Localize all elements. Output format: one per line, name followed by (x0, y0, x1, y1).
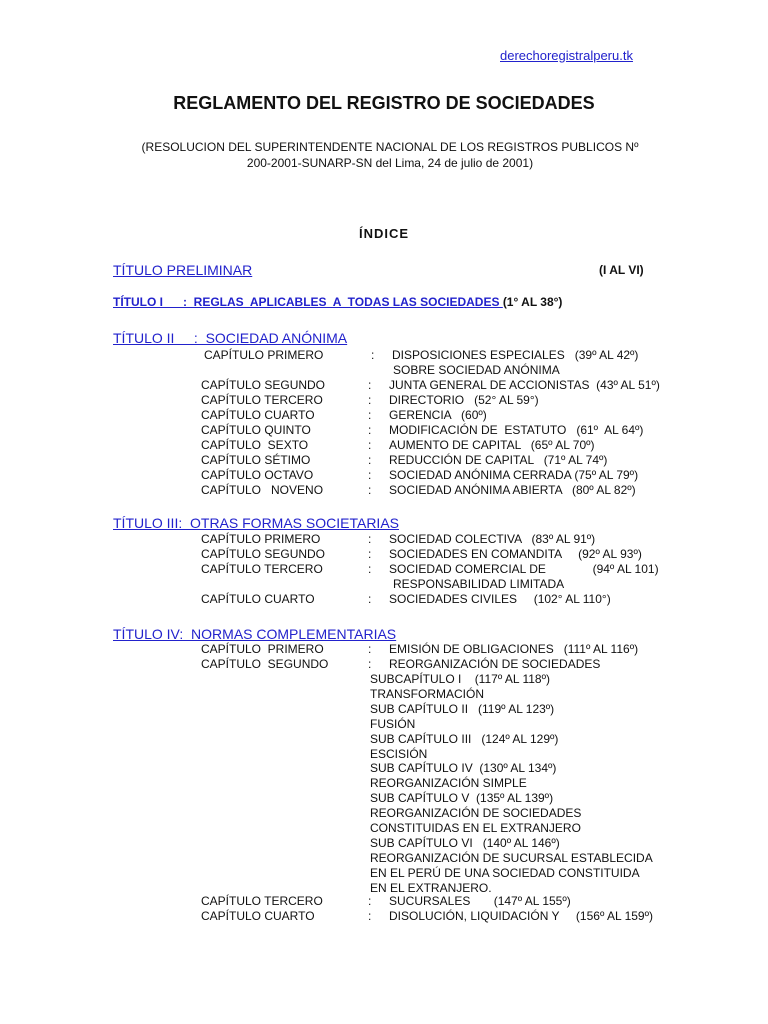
subchapter-line: SUB CAPÍTULO III (124º AL 129º) (370, 731, 559, 746)
chapter-description: AUMENTO DE CAPITAL (65º AL 70º) (389, 438, 595, 452)
chapter-label: CAPÍTULO PRIMERO (201, 642, 324, 656)
chapter-description: SOCIEDADES CIVILES (102° AL 110°) (389, 592, 611, 606)
index-heading: ÍNDICE (358, 226, 410, 241)
chapter-description: SOCIEDAD ANÓNIMA CERRADA (75º AL 79º) (389, 468, 639, 482)
chapter-description: SUCURSALES (147º AL 155º) (389, 894, 571, 908)
chapter-separator: : (368, 894, 372, 908)
chapter-label: CAPÍTULO NOVENO (201, 483, 324, 497)
chapter-description: SOCIEDAD COMERCIAL DE (94º AL 101) (389, 562, 659, 576)
subtitle-line-2: 200-2001-SUNARP-SN del Lima, 24 de julio de 2001) (246, 156, 534, 170)
chapter-label: CAPÍTULO OCTAVO (201, 468, 314, 482)
titulo-4-link[interactable]: TÍTULO IV: NORMAS COMPLEMENTARIAS (113, 626, 397, 642)
chapter-separator: : (368, 378, 372, 392)
chapter-separator: : (368, 483, 372, 497)
subchapter-line: SUB CAPÍTULO VI (140º AL 146º) (370, 835, 560, 850)
chapter-separator: : (368, 657, 372, 671)
subchapter-line: SUB CAPÍTULO II (119º AL 123º) (370, 701, 555, 716)
chapter-description: SOBRE SOCIEDAD ANÓNIMA (393, 363, 560, 377)
chapter-separator: : (368, 642, 372, 656)
chapter-description: SOCIEDAD ANÓNIMA ABIERTA (80º AL 82º) (389, 483, 636, 497)
chapter-label: CAPÍTULO QUINTO (201, 423, 311, 437)
chapter-description: MODIFICACIÓN DE ESTATUTO (61º AL 64º) (389, 423, 644, 437)
document-subtitle (90, 139, 690, 171)
subchapter-line: SUB CAPÍTULO IV (130º AL 134º) (370, 761, 557, 776)
chapter-separator: : (368, 393, 372, 407)
titulo-preliminar-link[interactable]: TÍTULO PRELIMINAR (113, 262, 253, 278)
document-title: REGLAMENTO DEL REGISTRO DE SOCIEDADES (173, 93, 595, 113)
chapter-label: CAPÍTULO CUARTO (201, 909, 315, 923)
chapter-label: CAPÍTULO SEGUNDO (201, 378, 326, 392)
chapter-label: CAPÍTULO TERCERO (201, 894, 323, 908)
chapter-description: JUNTA GENERAL DE ACCIONISTAS (43º AL 51º) (389, 378, 660, 392)
chapter-description: SOCIEDADES EN COMANDITA (92º AL 93º) (389, 547, 642, 561)
chapter-label: CAPÍTULO PRIMERO (201, 532, 321, 546)
subchapter-line: ESCISIÓN (370, 746, 428, 761)
chapter-separator: : (368, 408, 372, 422)
chapter-label: CAPÍTULO SEXTO (201, 438, 309, 452)
site-link[interactable]: derechoregistralperu.tk (500, 48, 633, 63)
subchapter-line: EN EL PERÚ DE UNA SOCIEDAD CONSTITUIDA (370, 865, 640, 880)
chapter-description: EMISIÓN DE OBLIGACIONES (111º AL 116º) (389, 642, 639, 656)
chapter-label: CAPÍTULO CUARTO (201, 592, 315, 606)
chapter-label: CAPÍTULO TERCERO (201, 562, 323, 576)
titulo-1-range: (1° AL 38°) (502, 295, 563, 309)
chapter-description: GERENCIA (60º) (389, 408, 487, 422)
chapter-separator: : (368, 532, 372, 546)
chapter-separator: : (368, 453, 372, 467)
titulo-1-entry (113, 295, 562, 309)
subchapter-line: REORGANIZACIÓN DE SUCURSAL ESTABLECIDA (370, 850, 653, 865)
subchapter-line: SUBCAPÍTULO I (117º AL 118º) (370, 672, 550, 686)
chapter-label: CAPÍTULO SEGUNDO (201, 547, 326, 561)
chapter-separator: : (371, 348, 375, 362)
chapter-description: REDUCCIÓN DE CAPITAL (71º AL 74º) (389, 453, 608, 467)
chapter-separator: : (368, 438, 372, 452)
subchapter-line: SUB CAPÍTULO V (135º AL 139º) (370, 791, 554, 806)
chapter-description: SOCIEDAD COLECTIVA (83º AL 91º) (389, 532, 596, 546)
subchapter-line: EN EL EXTRANJERO. (370, 880, 492, 895)
chapter-description: DIRECTORIO (52° AL 59°) (389, 393, 539, 407)
chapter-separator: : (368, 562, 372, 576)
chapter-separator: : (368, 423, 372, 437)
chapter-separator: : (368, 909, 372, 923)
chapter-description: RESPONSABILIDAD LIMITADA (393, 577, 565, 591)
chapter-description: DISPOSICIONES ESPECIALES (39º AL 42º) (392, 348, 639, 362)
chapter-separator: : (368, 592, 372, 606)
titulo-preliminar-range: (I AL VI) (599, 263, 644, 277)
subchapter-line: CONSTITUIDAS EN EL EXTRANJERO (370, 821, 581, 835)
chapter-label: CAPÍTULO SÉTIMO (201, 453, 311, 467)
titulo-1-link[interactable]: TÍTULO I : REGLAS APLICABLES A TODAS LAS SOCIEDADES (113, 295, 503, 309)
chapter-separator: : (368, 468, 372, 482)
titulo-3-link[interactable]: TÍTULO III: OTRAS FORMAS SOCIETARIAS (113, 515, 399, 531)
titulo-2-link[interactable]: TÍTULO II : SOCIEDAD ANÓNIMA (113, 330, 348, 346)
subchapter-line: REORGANIZACIÓN DE SOCIEDADES (370, 806, 582, 821)
subchapter-line: FUSIÓN (370, 716, 416, 731)
chapter-label: CAPÍTULO CUARTO (201, 408, 315, 422)
subtitle-line-1: (RESOLUCION DEL SUPERINTENDENTE NACIONAL DE LOS REGISTROS PUBLICOS Nº (141, 140, 639, 154)
chapter-label: CAPÍTULO TERCERO (201, 393, 323, 407)
chapter-description: REORGANIZACIÓN DE SOCIEDADES (389, 657, 601, 671)
chapter-label: CAPÍTULO SEGUNDO (201, 657, 329, 671)
chapter-separator: : (368, 547, 372, 561)
chapter-description: DISOLUCIÓN, LIQUIDACIÓN Y (156º AL 159º) (389, 909, 653, 923)
subchapter-line: REORGANIZACIÓN SIMPLE (370, 776, 527, 791)
chapter-label: CAPÍTULO PRIMERO (204, 348, 324, 362)
subchapter-line: TRANSFORMACIÓN (370, 686, 484, 701)
